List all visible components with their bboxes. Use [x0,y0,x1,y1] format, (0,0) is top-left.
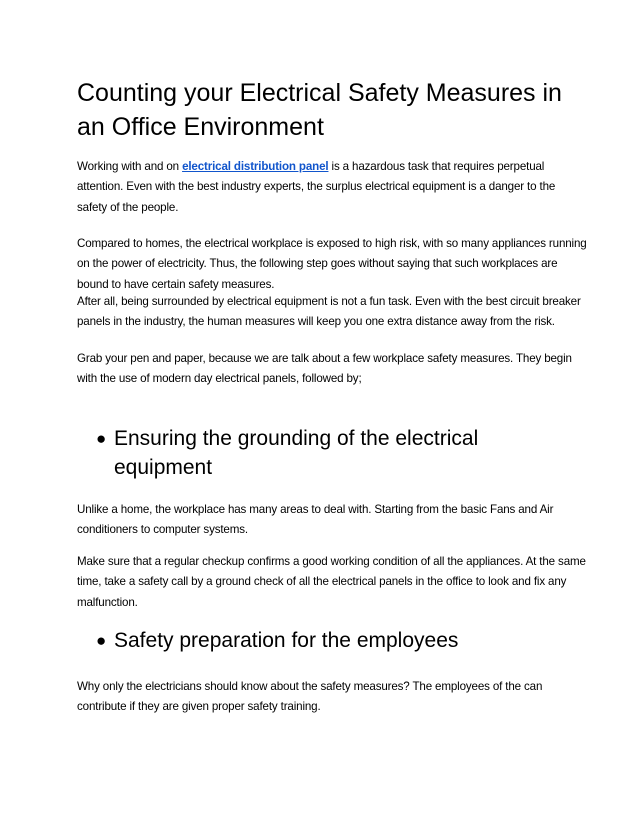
paragraph-workplace-areas: Unlike a home, the workplace has many areas to deal with. Starting from the basic Fans and Air conditioners to computer systems. [77,503,554,537]
intro-text-before-link: Working with and on [77,160,183,173]
bullet-icon: ● [96,631,107,650]
intro-paragraph [77,157,587,218]
section-heading-grounding-text: Ensuring the grounding of the electrical equipment [114,427,479,479]
section-heading-employee-safety [96,626,566,655]
electrical-distribution-panel-link[interactable]: electrical distribution panel [182,160,329,173]
paragraph-employee-training: Why only the electricians should know about the safety measures? The employees of the can contribute if they are given proper safety training. [77,680,543,714]
paragraph-human-measures: After all, being surrounded by electrical equipment is not a fun task. Even with the best circuit breaker panels in the industry, the human measures will keep you one extra distance away from the risk. [77,295,581,329]
paragraph-regular-checkup: Make sure that a regular checkup confirms a good working condition of all the appliances. At the same time, take a safety call by a ground check of all the electrical panels in the office to look and fix any malfunction. [77,555,586,609]
intro-text-after-link: is a hazardous task that requires perpetual attention. Even with the best industry experts, the surplus electrical equipment is a danger to the safety of the people. [77,160,556,214]
section-heading-employee-safety-text: Safety preparation for the employees [114,629,459,652]
paragraph-grab-pen: Grab your pen and paper, because we are talk about a few workplace safety measures. They begin with the use of modern day electrical panels, followed by; [77,352,572,386]
paragraph-homes-comparison: Compared to homes, the electrical workplace is exposed to high risk, with so many appliances running on the power of electricity. Thus, the following step goes without saying that such workplaces are bound to have certain safety measures. [77,237,587,291]
section-heading-grounding [96,424,566,482]
document-title: Counting your Electrical Safety Measures in an Office Environment [77,79,562,141]
bullet-icon: ● [96,429,107,448]
